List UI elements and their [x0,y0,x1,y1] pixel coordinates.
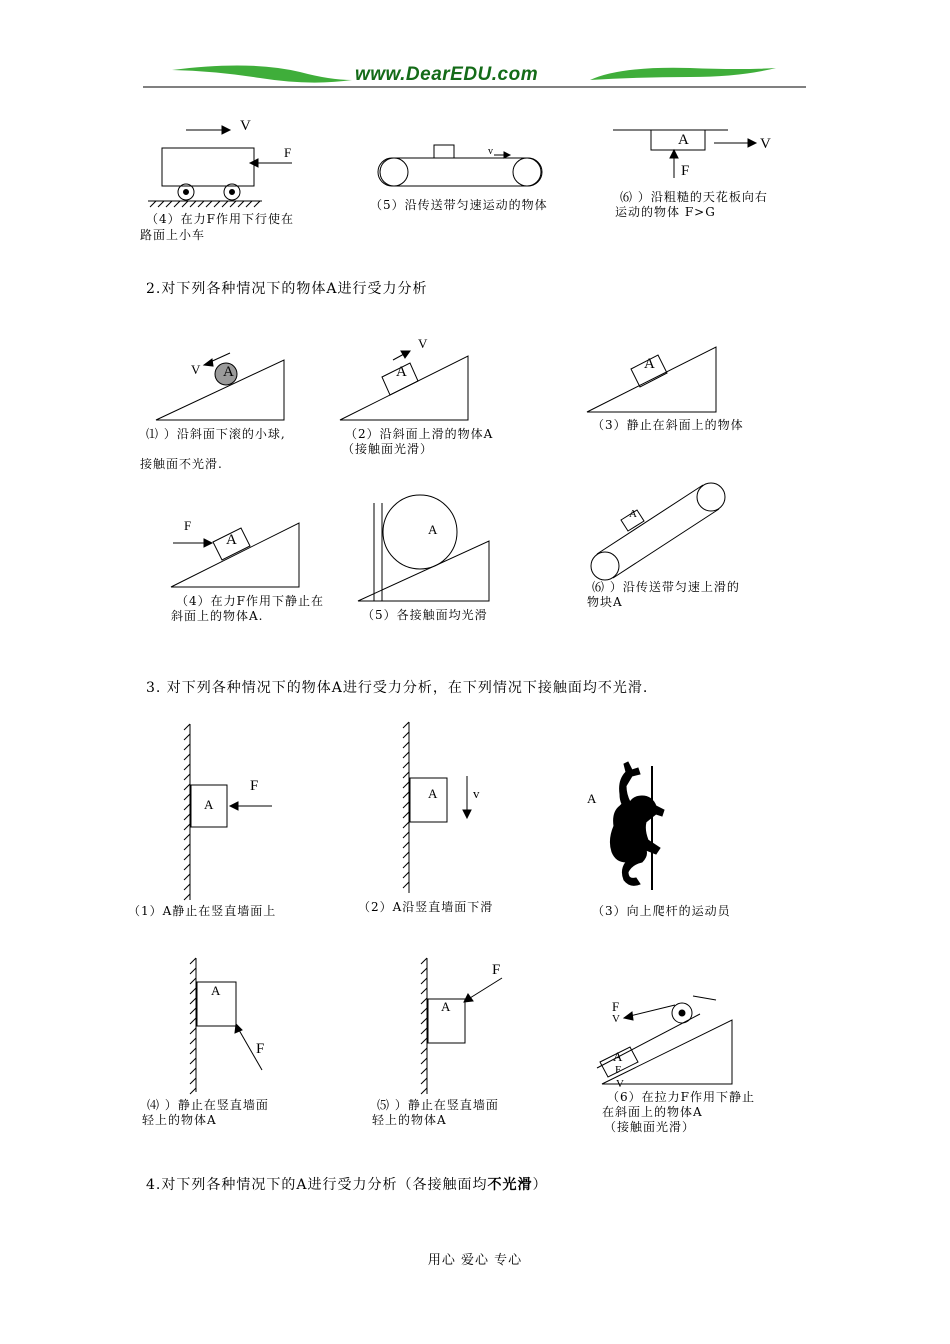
wall-pull-figure [190,958,265,1094]
caption-2-4-line2: 斜面上的物体A. [171,609,264,623]
wallslide-a-label: A [428,786,438,801]
ball-v-label: V [191,362,201,377]
caption-1-4-line1: （4）在力F作用下行使在 [146,212,294,226]
caption-3-4-line1: ⑷ ）静止在竖直墙面 [147,1098,269,1112]
caption-2-5: （5）各接触面均光滑 [362,608,488,622]
forceslope-f-label: F [184,518,192,533]
caption-1-6-line1: ⑹ ）沿粗糙的天花板向右 [620,190,768,204]
conveyor-v-label: v [488,146,493,157]
caption-1-6-line2: 运动的物体 F>G [615,205,716,219]
section4-heading-suffix: ） [532,1177,548,1193]
forceslope-a-label: A [226,532,237,548]
slideup-a-label: A [396,364,407,380]
sphere-a-label: A [428,522,438,537]
climber-figure [610,762,664,890]
inclconveyor-a-label: A [629,508,637,520]
wallpush-f-label: F [492,962,501,978]
caption-3-3: （3）向上爬杆的运动员 [592,904,731,918]
section4-heading-prefix: 4.对下列各种情况下的A进行受力分析（各接触面均 [146,1177,488,1193]
wallforce-f-label: F [250,778,259,794]
caption-2-1-line2: 接触面不光滑. [140,457,223,471]
caption-2-3: （3）静止在斜面上的物体 [592,418,744,432]
caption-3-5-line1: ⑸ ）静止在竖直墙面 [377,1098,499,1112]
wallpull-f-label: F [256,1041,265,1057]
wall-force-figure [184,724,272,900]
caption-2-2-line2: （接触面光滑） [342,442,434,456]
wallforce-a-label: A [204,797,214,812]
pulley-f1-label: F [612,999,620,1014]
caption-2-6-line1: ⑹ ）沿传送带匀速上滑的 [592,580,740,594]
caption-3-4-line2: 轻上的物体A [142,1113,217,1127]
pulley-f2-label: F [615,1064,622,1076]
caption-3-6-line3: （接触面光滑） [604,1120,696,1134]
caption-2-1-line1: ⑴ ）沿斜面下滚的小球, [146,427,286,441]
section4-heading [146,1174,547,1194]
ball-a-label: A [223,364,234,380]
ceiling-f-label: F [681,163,690,179]
wallslide-v-label: v [473,786,480,801]
static-a-label: A [644,356,655,372]
caption-2-6-line2: 物块A [587,595,623,609]
caption-3-6-line2: 在斜面上的物体A [602,1105,703,1119]
wallpull-a-label: A [211,983,221,998]
caption-2-2-line1: （2）沿斜面上滑的物体A [345,427,494,441]
ceiling-v-label: V [760,136,771,152]
caption-1-5: （5）沿传送带匀速运动的物体 [370,198,548,212]
section4-heading-bold: 不光滑 [487,1177,533,1193]
caption-3-5-line2: 轻上的物体A [372,1113,447,1127]
site-logo: www.DearEDU.com [355,64,539,85]
pulley-v1-label: V [612,1013,620,1025]
cart-f-label: F [284,145,292,160]
pulley-v2-label: V [616,1078,624,1090]
caption-2-4-line1: （4）在力F作用下静止在 [176,594,324,608]
wall-slide-figure [403,722,471,893]
wallpush-a-label: A [441,999,451,1014]
ceiling-a-label: A [678,132,689,148]
caption-3-6-line1: （6）在拉力F作用下静止 [607,1090,755,1104]
section2-heading: 2.对下列各种情况下的物体A进行受力分析 [146,281,428,297]
climber-a-label: A [587,791,597,806]
wall-push-figure [421,958,502,1094]
caption-1-4-line2: 路面上小车 [140,228,206,242]
cart-v-label: V [240,118,251,134]
caption-3-1: （1）A静止在竖直墙面上 [128,904,277,918]
slideup-v-label: V [418,336,428,351]
page-footer: 用心 爱心 专心 [427,1253,523,1268]
section3-heading: 3. 对下列各种情况下的物体A进行受力分析，在下列情况下接触面均不光滑. [146,680,649,696]
caption-3-2: （2）A沿竖直墙面下滑 [358,900,494,914]
pulley-a-label: A [613,1049,623,1064]
